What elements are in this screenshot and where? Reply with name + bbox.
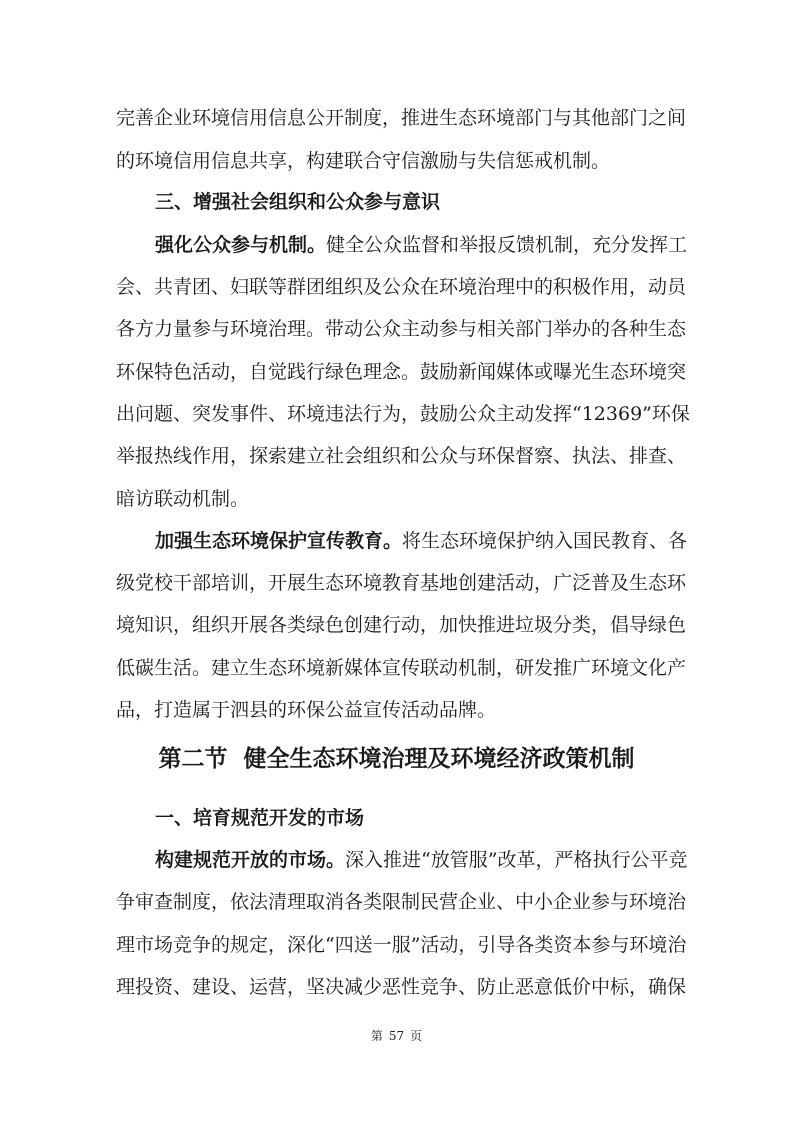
- subheading-1: 一、培育规范开发的市场: [155, 807, 365, 829]
- page-footer-prefix: 第: [370, 1029, 383, 1043]
- paragraph-line: 的环境信用信息共享，构建联合守信激励与失信惩戒机制。: [116, 150, 611, 172]
- page-number: 57: [388, 1029, 405, 1043]
- paragraph-line: 理投资、建设、运营，坚决减少恶性竞争、防止恶意低价中标，确保: [116, 976, 687, 998]
- paragraph-text: 深入推进“放管服”改革，严格执行公平竞: [345, 849, 688, 871]
- paragraph-line: 境知识，组织开展各类绿色创建行动，加快推进垃圾分类，倡导绿色: [116, 614, 687, 636]
- paragraph-line: 争审查制度，依法清理取消各类限制民营企业、中小企业参与环境治: [116, 891, 687, 913]
- paragraph-line: 会、共青团、妇联等群团组织及公众在环境治理中的积极作用，动员: [116, 276, 687, 298]
- paragraph-line: 低碳生活。建立生态环境新媒体宣传联动机制，研发推广环境文化产: [116, 657, 687, 679]
- paragraph-line: [155, 529, 688, 553]
- paragraph-line: 环保特色活动，自觉践行绿色理念。鼓励新闻媒体或曝光生态环境突: [116, 361, 687, 383]
- paragraph-line: 完善企业环境信用信息公开制度，推进生态环境部门与其他部门之间: [116, 107, 687, 129]
- paragraph-line: 各方力量参与环境治理。带动公众主动参与相关部门举办的各种生态: [116, 318, 687, 340]
- subheading-3: 三、增强社会组织和公众参与意识: [155, 191, 441, 213]
- page-footer-suffix: 页: [410, 1029, 423, 1043]
- section-title: 第二节 健全生态环境治理及环境经济政策机制: [158, 745, 635, 772]
- paragraph-lead: 强化公众参与机制。: [155, 234, 327, 256]
- paragraph-line: [155, 233, 688, 257]
- paragraph-text: 健全公众监督和举报反馈机制，充分发挥工: [326, 234, 688, 256]
- page-footer: [0, 1028, 793, 1044]
- paragraph-line: 品，打造属于泗县的环保公益宣传活动品牌。: [116, 699, 497, 721]
- paragraph-line: 级党校干部培训，开展生态环境教育基地创建活动，广泛普及生态环: [116, 572, 687, 594]
- paragraph-line: 出问题、突发事件、环境违法行为，鼓励公众主动发挥“12369”环保: [116, 403, 690, 425]
- paragraph-line: [155, 848, 688, 872]
- paragraph-line: 理市场竞争的规定，深化“四送一服”活动，引导各类资本参与环境治: [116, 934, 687, 956]
- paragraph-line: 举报热线作用，探索建立社会组织和公众与环保督察、执法、排查、: [116, 445, 687, 467]
- paragraph-lead: 加强生态环境保护宣传教育。: [155, 530, 403, 552]
- paragraph-text: 将生态环境保护纳入国民教育、各: [402, 530, 688, 552]
- paragraph-lead: 构建规范开放的市场。: [155, 849, 346, 871]
- paragraph-line: 暗访联动机制。: [116, 488, 250, 510]
